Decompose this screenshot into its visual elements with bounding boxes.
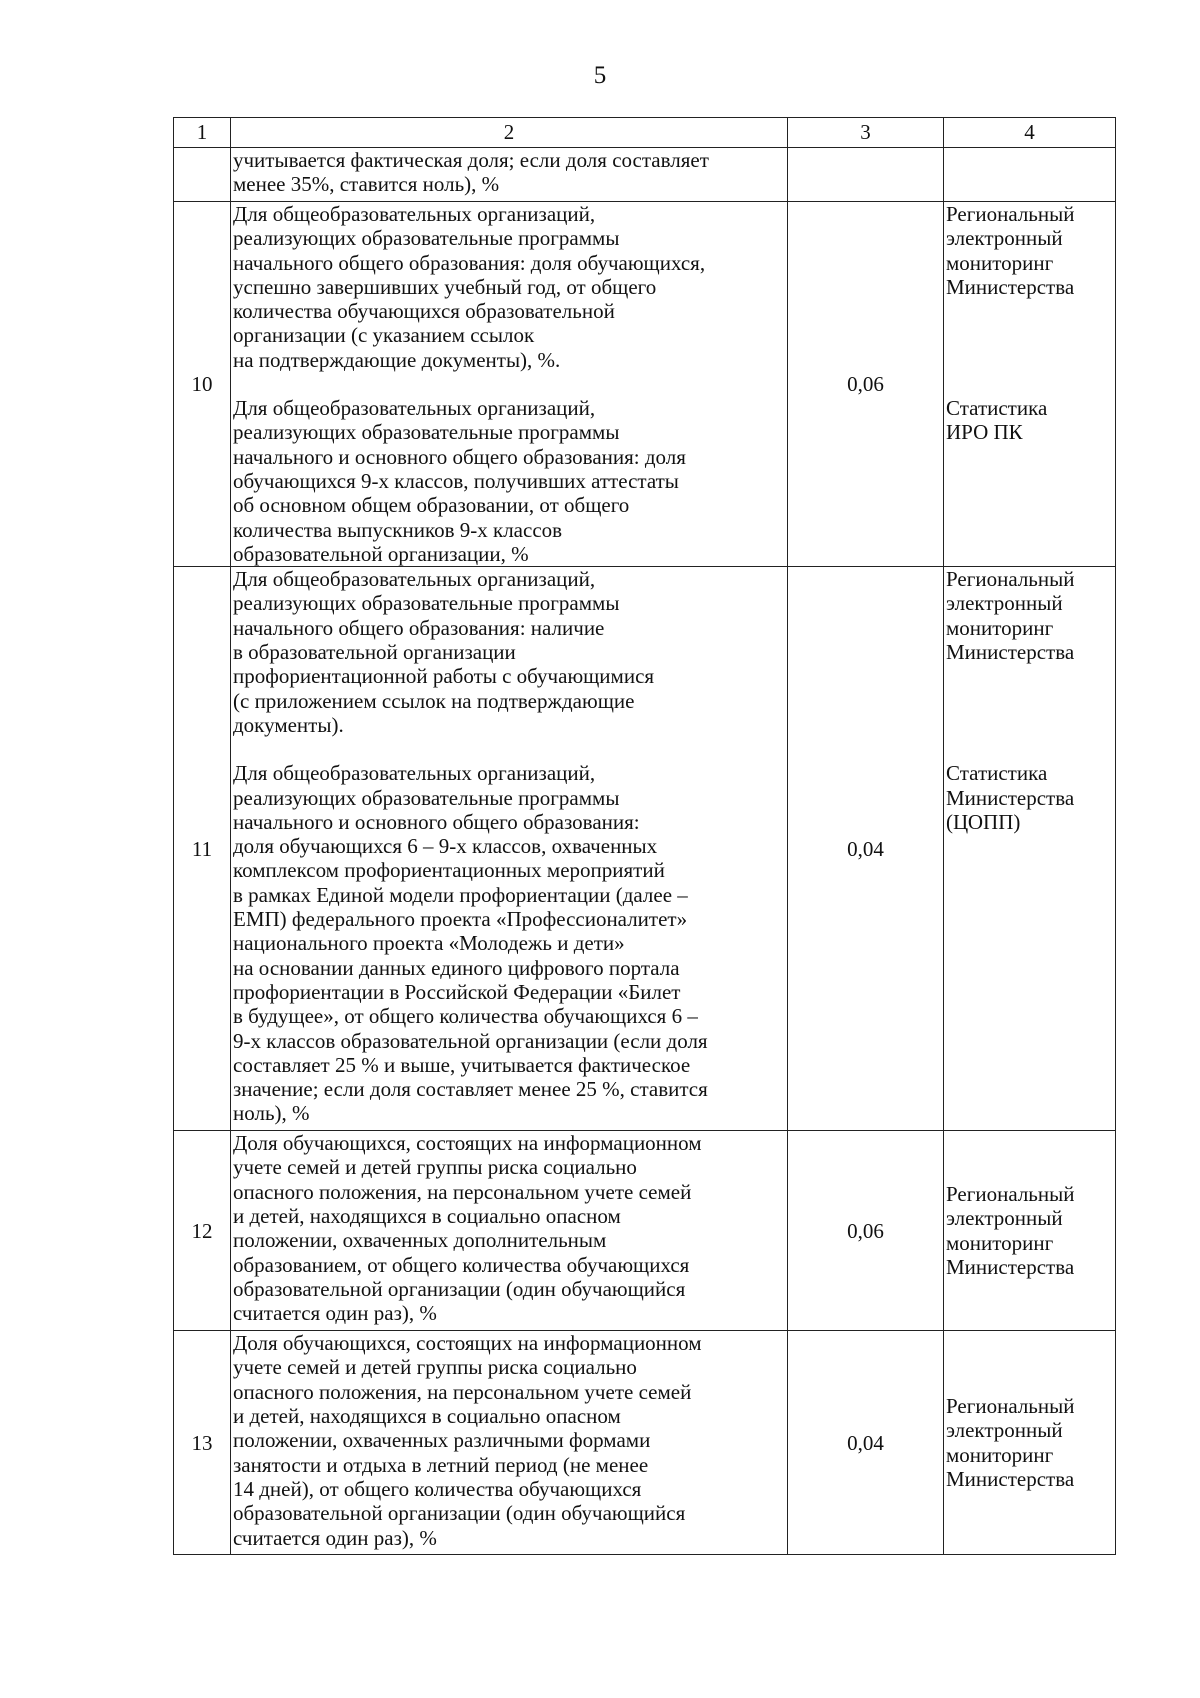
source-text-part-b: Статистика ИРО ПК [946, 396, 1048, 445]
header-cell-4: 4 [944, 118, 1116, 148]
criteria-table [173, 117, 1116, 1555]
source-text: Региональный электронный мониторинг Министерства [946, 1182, 1075, 1279]
row-description [231, 1331, 788, 1555]
table-header-row [174, 118, 1116, 148]
source-text: Региональный электронный мониторинг Министерства [946, 1394, 1075, 1491]
header-cell-3: 3 [788, 118, 944, 148]
source-text-part-a: Региональный электронный мониторинг Министерства [946, 202, 1075, 299]
header-cell-2: 2 [231, 118, 788, 148]
page-number: 5 [593, 62, 607, 89]
description-text: Доля обучающихся, состоящих на информационном учете семей и детей группы риска социально опасного положения, на персональном учете семей и детей, находящихся в социально опасном положении, охваченных дополнительным образованием, от общего количества обучающихся образовательной организации (один обучающийся считается один раз), % [233, 1131, 702, 1326]
row-source [944, 567, 1116, 1131]
row-source [944, 148, 1116, 202]
row-number [174, 148, 231, 202]
row-number: 11 [174, 567, 231, 1131]
description-text-part-b: Для общеобразовательных организаций, реализующих образовательные программы начального и основного общего образования: доля обучающихся 9-х классов, получивших аттестаты об основном общем образовании, от общего количества выпускников 9-х классов образовательной организации, % [233, 396, 686, 566]
row-weight: 0,06 [788, 1131, 944, 1331]
row-source [944, 1331, 1116, 1555]
table-row-continuation [174, 148, 1116, 202]
description-text-part-b: Для общеобразовательных организаций, реализующих образовательные программы начального и основного общего образования: доля обучающихся 6 – 9-х классов, охваченных комплексом профориентационных мероприятий в рамках Единой модели профориентации (далее – ЕМП) федерального проекта «Профессионалитет» национального проекта «Молодежь и дети» на основании данных единого цифрового портала профориентации в Российской Федерации «Билет в будущее», от общего количества обучающихся 6 – 9-х классов образовательной организации (если доля составляет 25 % и выше, учитывается фактическое значение; если доля составляет менее 25 %, ставится ноль), % [233, 761, 708, 1126]
row-source [944, 1131, 1116, 1331]
table-row [174, 567, 1116, 1131]
table-row [174, 202, 1116, 567]
source-text-part-a: Региональный электронный мониторинг Министерства [946, 567, 1075, 665]
description-text: учитывается фактическая доля; если доля составляет менее 35%, ставится ноль), % [233, 148, 709, 197]
row-weight: 0,06 [788, 202, 944, 567]
row-number: 13 [174, 1331, 231, 1555]
source-text-part-b: Статистика Министерства (ЦОПП) [946, 761, 1075, 834]
row-source [944, 202, 1116, 567]
table-row [174, 1131, 1116, 1331]
description-text-part-a: Для общеобразовательных организаций, реализующих образовательные программы начального общего образования: наличие в образовательной организации профориентационной работы с обучающимися (с приложением ссылок на подтверждающие документы). [233, 567, 655, 737]
row-weight: 0,04 [788, 567, 944, 1131]
row-number: 10 [174, 202, 231, 567]
row-weight: 0,04 [788, 1331, 944, 1555]
header-cell-1: 1 [174, 118, 231, 148]
table-row [174, 1331, 1116, 1555]
description-text-part-a: Для общеобразовательных организаций, реализующих образовательные программы начального общего образования: доля обучающихся, успешно завершивших учебный год, от общего количества обучающихся образовательной организации (с указанием ссылок на подтверждающие документы), %. [233, 202, 706, 372]
row-description [231, 202, 788, 567]
row-description [231, 148, 788, 202]
row-number: 12 [174, 1131, 231, 1331]
row-weight [788, 148, 944, 202]
row-description [231, 567, 788, 1131]
row-description [231, 1131, 788, 1331]
description-text: Доля обучающихся, состоящих на информационном учете семей и детей группы риска социально опасного положения, на персональном учете семей и детей, находящихся в социально опасном положении, охваченных различными формами занятости и отдыха в летний период (не менее 14 дней), от общего количества обучающихся образовательной организации (один обучающийся считается один раз), % [233, 1331, 702, 1550]
